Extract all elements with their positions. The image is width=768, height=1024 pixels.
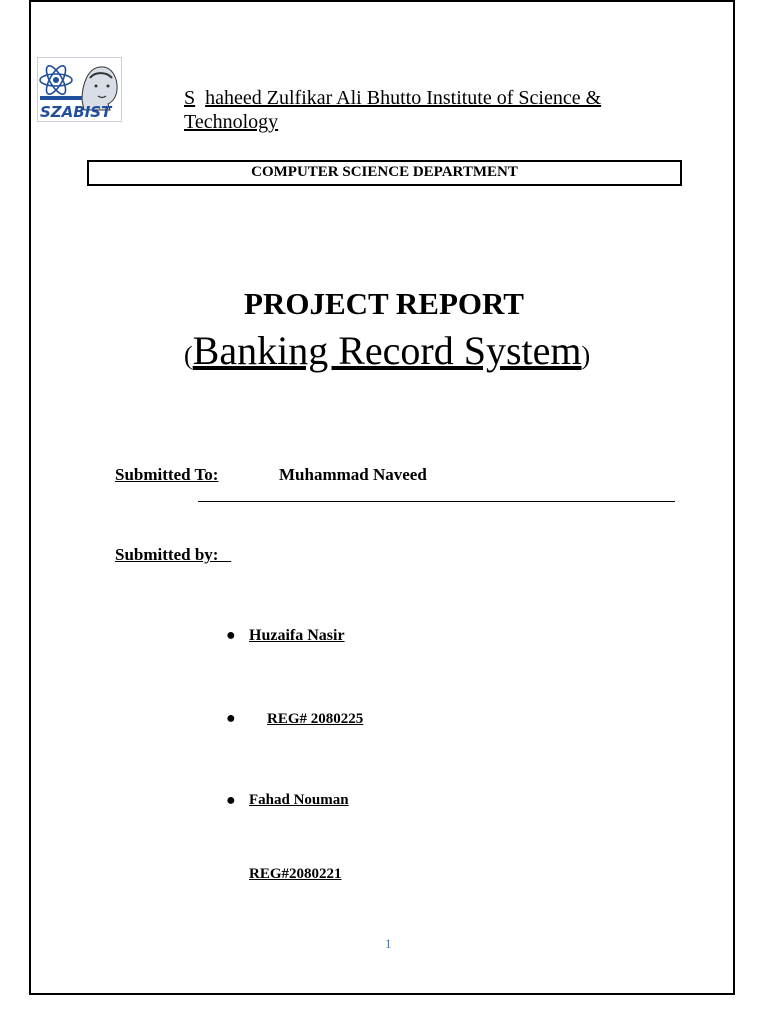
page-number: 1 [385, 936, 392, 951]
institute-dropcap: S [184, 87, 196, 109]
institute-name-rest: haheed Zulfikar Ali Bhutto Institute of Science & Technology [184, 87, 602, 133]
student-name-2: Fahad Nouman [249, 792, 349, 808]
report-subtitle [184, 326, 590, 381]
student-reg-1: REG# 2080225 [267, 711, 364, 727]
close-paren: ) [581, 341, 591, 370]
student-reg-2: REG#2080221 [249, 866, 342, 882]
logo-text: SZABIST [40, 103, 112, 121]
bullet-icon: ● [226, 627, 236, 644]
horizontal-rule [198, 501, 675, 502]
submitted-to-label: Submitted To: [115, 465, 219, 484]
bullet-icon: ● [226, 710, 236, 727]
report-subtitle-text: Banking Record System [192, 328, 582, 373]
department-banner: COMPUTER SCIENCE DEPARTMENT [87, 160, 682, 186]
open-paren: ( [184, 341, 193, 370]
bullet-icon: ● [226, 792, 236, 809]
submitted-to-value: Muhammad Naveed [279, 465, 427, 484]
page-frame [29, 0, 735, 995]
szabist-logo [37, 57, 122, 122]
submitted-by-label: Submitted by: [115, 545, 232, 564]
student-name-1: Huzaifa Nasir [249, 627, 345, 644]
report-title: PROJECT REPORT [244, 286, 524, 321]
institute-name [184, 86, 664, 134]
